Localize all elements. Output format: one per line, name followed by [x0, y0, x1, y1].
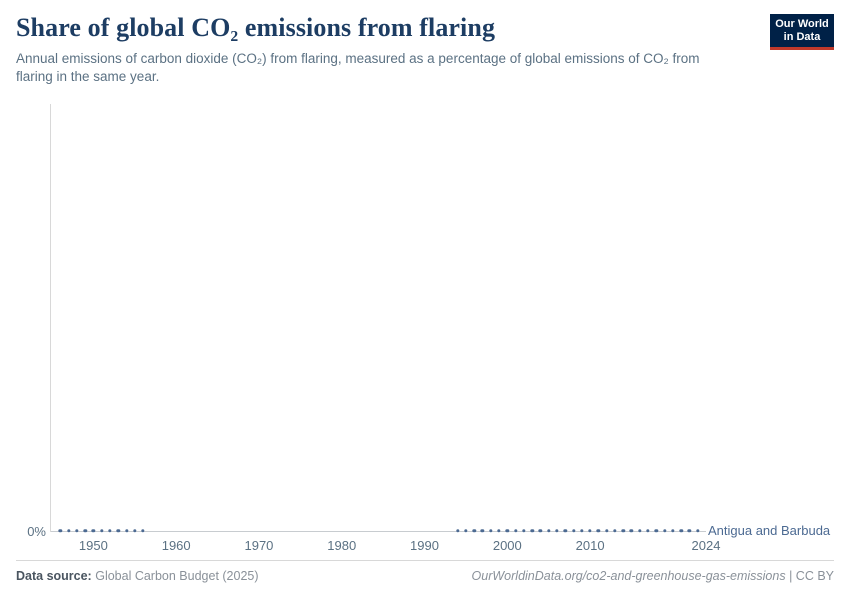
- data-point[interactable]: [67, 529, 70, 532]
- data-point[interactable]: [622, 529, 625, 532]
- data-point[interactable]: [555, 529, 558, 532]
- owid-url[interactable]: OurWorldinData.org/co2-and-greenhouse-gas-emissions: [471, 569, 786, 583]
- footer-links: [472, 569, 834, 583]
- data-source-label: Data source:: [16, 569, 92, 583]
- data-point[interactable]: [588, 529, 591, 532]
- license-label[interactable]: CC BY: [795, 569, 834, 583]
- data-point[interactable]: [481, 529, 484, 532]
- x-axis-tick-label: 2024: [691, 538, 721, 553]
- data-point[interactable]: [688, 529, 691, 532]
- data-point[interactable]: [506, 529, 509, 532]
- data-point[interactable]: [630, 529, 633, 532]
- chart-footer: [16, 560, 834, 588]
- page-title: Share of global CO₂ emissions from flaring: [16, 13, 496, 42]
- x-axis-tick-label: 1980: [327, 538, 357, 553]
- data-point[interactable]: [597, 529, 600, 532]
- x-axis-tick-label: 2000: [492, 538, 522, 553]
- data-point[interactable]: [92, 529, 95, 532]
- data-point[interactable]: [655, 529, 658, 532]
- x-axis-tick-label: 1950: [78, 538, 108, 553]
- data-point[interactable]: [613, 529, 616, 532]
- data-point[interactable]: [59, 529, 62, 532]
- chart-subtitle: Annual emissions of carbon dioxide (CO₂) from flaring, measured as a percentage of global emissions of CO₂ from flaring in the same year.: [16, 51, 700, 84]
- data-point[interactable]: [100, 529, 103, 532]
- data-point[interactable]: [696, 529, 699, 532]
- series-label-antigua-and-barbuda[interactable]: Antigua and Barbuda: [708, 523, 831, 538]
- data-point[interactable]: [663, 529, 666, 532]
- data-point[interactable]: [497, 529, 500, 532]
- data-point[interactable]: [456, 529, 459, 532]
- data-point[interactable]: [472, 529, 475, 532]
- chart-area: [16, 104, 834, 556]
- data-point[interactable]: [530, 529, 533, 532]
- footer-separator: |: [785, 569, 796, 583]
- data-point[interactable]: [489, 529, 492, 532]
- x-axis-tick-label: 1990: [410, 538, 439, 553]
- x-axis-tick-label: 1960: [161, 538, 191, 553]
- data-point[interactable]: [679, 529, 682, 532]
- data-point[interactable]: [671, 529, 674, 532]
- data-source-value: Global Carbon Budget (2025): [95, 569, 259, 583]
- owid-logo-line1: Our World: [775, 18, 829, 30]
- plot-canvas[interactable]: [16, 104, 834, 556]
- x-axis-tick-label: 1970: [244, 538, 274, 553]
- y-axis-line: [50, 104, 51, 532]
- data-point[interactable]: [83, 529, 86, 532]
- data-point[interactable]: [572, 529, 575, 532]
- data-point[interactable]: [141, 529, 144, 532]
- data-point[interactable]: [605, 529, 608, 532]
- data-point[interactable]: [638, 529, 641, 532]
- data-point[interactable]: [125, 529, 128, 532]
- y-axis-tick-label: 0%: [27, 524, 46, 539]
- data-point[interactable]: [133, 529, 136, 532]
- chart-header: [16, 12, 756, 86]
- owid-logo-line2: in Data: [783, 30, 821, 43]
- data-point[interactable]: [547, 529, 550, 532]
- data-point[interactable]: [464, 529, 467, 532]
- data-point[interactable]: [580, 529, 583, 532]
- data-point[interactable]: [75, 529, 78, 532]
- data-point[interactable]: [108, 529, 111, 532]
- x-axis-tick-label: 2010: [575, 538, 605, 553]
- x-axis-ticks: [16, 538, 834, 558]
- data-point[interactable]: [117, 529, 120, 532]
- data-point[interactable]: [514, 529, 517, 532]
- data-point[interactable]: [564, 529, 567, 532]
- data-point[interactable]: [646, 529, 649, 532]
- data-source: [16, 569, 259, 583]
- data-point[interactable]: [539, 529, 542, 532]
- data-point[interactable]: [522, 529, 525, 532]
- owid-logo[interactable]: [770, 14, 834, 50]
